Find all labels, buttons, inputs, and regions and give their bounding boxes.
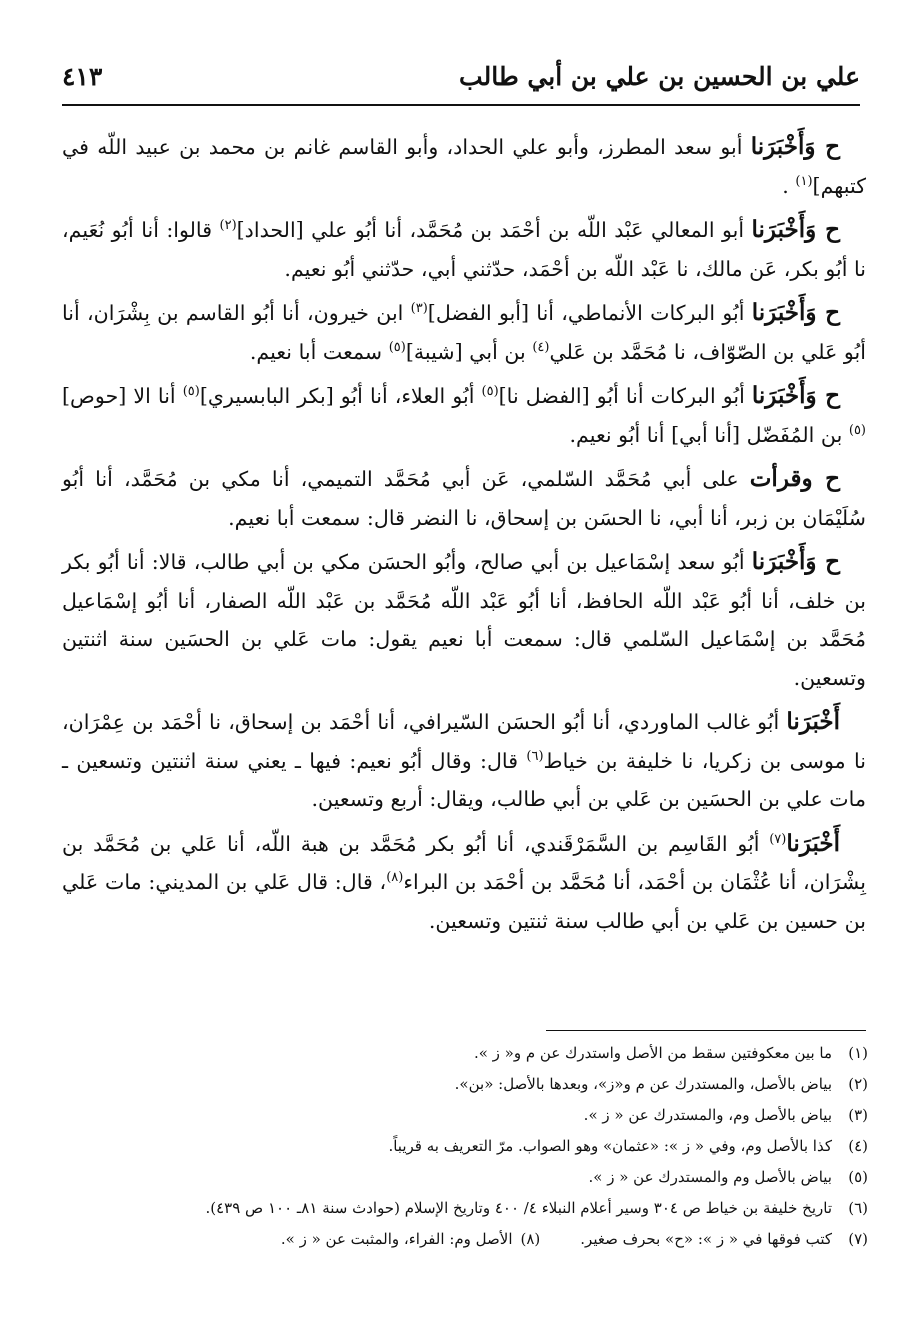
footnote-ref: (٤) — [532, 339, 550, 355]
paragraph-text: على أبي مُحَمَّد السّلمي، عَن أبي مُحَمَّد التميمي، أنا مكي بن مُحَمَّد، أنا أبُو سُلَيْمَان بن زبر، أنا أبي، نا الحسَن بن إسحاق، نا النضر قال: سمعت أبا نعيم. — [62, 467, 866, 530]
paragraph-lead: أَخْبَرَنا — [786, 829, 841, 857]
footnote-ref: (٥) — [388, 339, 406, 355]
footnote — [62, 1133, 868, 1160]
paragraph-text: أبو سعد المطرز، وأبو علي الحداد، وأبو القاسم غانم بن محمد بن عبيد اللّه في كتبهم] — [62, 135, 866, 198]
footnote-ref: (٦) — [526, 748, 544, 764]
footnote-divider — [546, 1030, 866, 1031]
footnote-ref: (٣) — [410, 301, 428, 317]
footnote-number: (٤) — [848, 1137, 868, 1155]
footnote-ref: (٧) — [769, 831, 787, 847]
paragraph — [62, 703, 866, 819]
footnote — [62, 1195, 868, 1222]
footnote-number: (١) — [848, 1044, 868, 1062]
paragraph-text: أبُو غالب الماوردي، أنا أبُو الحسَن السّيرافي، أنا أحْمَد بن إسحاق، نا أحْمَد بن عِمْرَان، نا موسى بن زكريا، نا خليفة بن خياط — [62, 710, 866, 773]
page-header — [62, 58, 860, 106]
paragraph-text: سمعت أبا نعيم. — [249, 339, 383, 364]
footnote-number: (٢) — [848, 1075, 868, 1093]
paragraph-text: أنا الا [حوص] — [62, 384, 176, 408]
page-number: ٤١٣ — [62, 62, 103, 91]
footnote — [62, 1164, 868, 1191]
paragraph-text: أبو المعالي عَبْد اللّه بن أحْمَد بن مُحَمَّد، أنا أبُو علي [الحداد] — [236, 218, 745, 242]
footnote-text: كذا بالأصل وم، وفي « ز »: «عثمان» وهو الصواب. مرّ التعريف به قريباً. — [388, 1137, 832, 1155]
paragraph — [62, 543, 866, 697]
footnotes — [62, 1040, 868, 1257]
footnote-text: بياض بالأصل وم، والمستدرك عن « ز ». — [583, 1106, 832, 1124]
paragraph — [62, 460, 866, 537]
footnote — [62, 1071, 868, 1098]
paragraph — [62, 211, 866, 288]
footnote-number: (٧) — [848, 1230, 868, 1248]
paragraph-lead: ح وَأَخْبَرَنا — [751, 216, 841, 243]
paragraph-text: بن المُفَضّل [أنا أبي] أنا أبُو نعيم. — [569, 422, 843, 447]
paragraph-lead: ح وقرأت — [749, 465, 840, 492]
paragraph-text: ، قال: قال عَلي بن المديني: مات عَلي بن حسين بن عَلي بن أبي طالب سنة ثنتين وتسعين. — [62, 870, 866, 933]
paragraph-text: قال: وقال أبُو نعيم: فيها ـ يعني سنة اثنتين وتسعين ـ مات علي بن الحسَين بن عَلي بن أبي طالب، ويقال: أربع وتسعين. — [62, 748, 866, 811]
footnote-ref: (٥) — [182, 384, 200, 400]
main-text — [62, 128, 866, 946]
paragraph — [62, 128, 866, 205]
paragraph-text: . — [782, 173, 789, 198]
paragraph-lead: ح وَأَخْبَرَنا — [750, 133, 840, 160]
paragraph-text: ابن خيرون، أنا أبُو القاسم بن بِشْرَان، أنا أبُو عَلي بن الصّوّاف، نا مُحَمَّد بن عَلي — [62, 301, 866, 364]
paragraph — [62, 294, 866, 371]
footnote-text: تاريخ خليفة بن خياط ص ٣٠٤ وسير أعلام النبلاء ٤/ ٤٠٠ وتاريخ الإسلام (حوادث سنة ٨١ـ ١٠٠ ص ٤٣٩). — [205, 1199, 832, 1217]
paragraph-text: بن أبي [شيبة] — [405, 339, 526, 364]
paragraph-text: أبُو القَاسِم بن السَّمَرْقَندي، أنا أبُو بكر مُحَمَّد بن هبة اللّه، أنا عَلي بن مُحَمَّد بن بِشْرَان، أنا عُثْمَان بن أحْمَد، أنا مُحَمَّد بن أحْمَد بن البراء — [62, 831, 866, 894]
footnote-number: (٦) — [848, 1199, 868, 1217]
footnote — [62, 1102, 868, 1129]
paragraph-text: أبُو البركات الأنماطي، أنا [أبو الفضل] — [427, 301, 745, 325]
paragraph-text: أبُو سعد إسْمَاعيل بن أبي صالح، وأبُو الحسَن مكي بن أبي طالب، قالا: أنا أبُو بكر بن خلف، أنا أبُو عَبْد اللّه الحافظ، أنا أبُو عَبْد اللّه مُحَمَّد بن عَبْد اللّه الصفار، أنا أبُو إسْمَاعيل مُحَمَّد بن إسْمَاعيل السّلمي قال: سمعت أبا نعيم يقول: مات عَلي بن الحسَين سنة اثنتين وتسعين. — [62, 550, 866, 690]
footnote-ref: (١) — [795, 173, 813, 189]
footnote — [62, 1040, 868, 1067]
footnote-text: بياض بالأصل، والمستدرك عن م و«ز»، وبعدها بالأصل: «بن». — [454, 1075, 832, 1093]
paragraph — [62, 825, 866, 941]
footnote-number: (٥) — [848, 1168, 868, 1186]
paragraph-lead: ح وَأَخْبَرَنا — [751, 299, 841, 326]
footnote-number: (٣) — [848, 1106, 868, 1124]
paragraph-text: أبُو البركات أنا أبُو [الفضل نا] — [498, 384, 745, 408]
footnote — [62, 1226, 868, 1253]
footnote-ref: (٥) — [481, 384, 499, 400]
paragraph-text: قالوا: أنا أبُو نُعَيم، نا أبُو بكر، عَن مالك، نا عَبْد اللّه بن أحْمَد، حدّثني أبي، حدّثني أبُو نعيم. — [62, 218, 866, 281]
footnote-ref: (٢) — [219, 218, 237, 234]
paragraph-lead: أَخْبَرَنا — [786, 708, 841, 735]
footnote-text: كتب فوقها في « ز »: «ح» بحرف صغير. — [580, 1230, 832, 1248]
footnote-ref: (٥) — [848, 422, 866, 438]
footnote-text: بياض بالأصل وم والمستدرك عن « ز ». — [588, 1168, 832, 1186]
footnote-ref: (٨) — [386, 870, 404, 886]
paragraph-lead: ح وَأَخْبَرَنا — [751, 548, 841, 575]
paragraph-text: أبُو العلاء، أنا أبُو [بكر البابسيري] — [199, 384, 475, 408]
running-title: علي بن الحسين بن علي بن أبي طالب — [459, 62, 860, 91]
footnote-text: الأصل وم: الفراء، والمثبت عن « ز ». — [280, 1230, 513, 1248]
footnote-text: ما بين معكوفتين سقط من الأصل واستدرك عن م و« ز ». — [473, 1044, 832, 1062]
paragraph — [62, 377, 866, 454]
footnote-number: (٨) — [520, 1230, 541, 1248]
paragraph-lead: ح وَأَخْبَرَنا — [751, 382, 841, 409]
